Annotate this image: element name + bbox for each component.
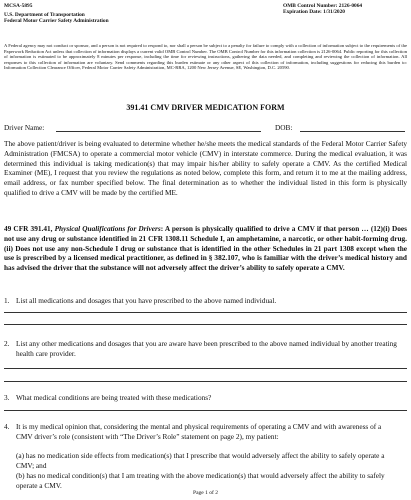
dob-field[interactable] (300, 131, 405, 132)
question-4-number: 4. (4, 422, 10, 431)
question-1-answer-line-2[interactable] (4, 324, 407, 325)
regulation-text: : A person is physically qualified to drive a CMV if that person … (12)(i) Does not use any drug or substance identified in 21 CFR 1308.11 Schedule I, an amphetamine, a narcotic, or other habit-forming drug. (ii) Does not use any non-Schedule I drug or substance that is identified in the other Schedules in 21 part 1308 except when the use is prescribed by a licensed medical practitioner, as defined in § 382.107, who is familiar with the driver’s medical history and has advised the driver that the substance will not adversely affect the driver’s ability to safely operate a CMV. (4, 224, 407, 273)
omb-control-number: OMB Control Number: 2126-0064 (283, 3, 363, 9)
expiration-date: Expiration Date: 1/31/2020 (283, 9, 345, 15)
dob-label: DOB: (275, 123, 293, 132)
driver-name-field[interactable] (56, 131, 261, 132)
question-1-number: 1. (4, 296, 10, 305)
question-2-text: List any other medications and dosages that you are aware have been prescribed to the above named individual by another treating health care provider. (16, 339, 397, 358)
regulation-cite: 49 CFR 391.41, (4, 224, 53, 233)
question-3-answer-line-1[interactable] (4, 410, 407, 411)
question-4-option-b[interactable]: (b) has no medical condition(s) that I am treating with the above medication(s) that would adversely affect the ability to safely operate a CMV. (16, 471, 385, 490)
question-2-answer-line-2[interactable] (4, 381, 407, 382)
question-4-option-a[interactable]: (a) has no medication side effects from medication(s) that I prescribe that would adversely affect the ability to safely operate a CMV; and (16, 451, 385, 470)
question-1-answer-line-1[interactable] (4, 312, 407, 313)
burden-statement: A Federal agency may not conduct or sponsor, and a person is not required to respond to, nor shall a person be subject to a penalty for failure to comply with a collection of information subject to the requirements of the Paperwork Reduction Act unless that collection of information displays a current valid OMB Control Number. The OMB Control Number for this information collection is 2126-0064. Public reporting for this collection of information is estimated to be approximately 8 minutes per response, including the time for reviewing instructions, gathering the data needed, and completing and reviewing the collection of information. All responses to this collection of information are voluntary. Send comments regarding this burden estimate or any other aspect of this collection of information, including suggestions for reducing this burden to: Information Collection Clearance Officer, Federal Motor Carrier Safety Administration, MC-RRA, 1200 New Jersey Avenue, SE, Washington, D.C. 20590. (4, 43, 407, 71)
question-3-text: What medical conditions are being treated with these medications? (16, 393, 212, 402)
question-2-answer-line-1[interactable] (4, 368, 407, 369)
question-4-text: It is my medical opinion that, considering the mental and physical requirements of operating a CMV and with awareness of a CMV driver’s role (consistent with “The Driver’s Role” statement on page 2), my patient: (16, 422, 382, 441)
agency-name: U.S. Department of Transportation (4, 12, 85, 18)
driver-name-label: Driver Name: (4, 123, 45, 132)
question-2-number: 2. (4, 339, 10, 348)
regulation-cite-title: Physical Qualifications for Drivers (54, 224, 161, 233)
form-number: MCSA-5895 (4, 3, 33, 9)
question-3-number: 3. (4, 393, 10, 402)
regulation-block (4, 224, 407, 273)
form-title: 391.41 CMV DRIVER MEDICATION FORM (126, 103, 285, 112)
intro-paragraph: The above patient/driver is being evaluated to determine whether he/she meets the medical standards of the Federal Motor Carrier Safety Administration (FMCSA) to operate a commercial motor vehicle (CMV) in interstate commerce. During the medical evaluation, it was determined this individual is taking medication(s) that may impair his/her ability to safely operate a CMV. As the certified Medical Examiner (ME), I request that you review the regulations as noted below, complete this form, and return it to me at the mailing address, email address, or fax number specified below. The final determination as to whether the individual listed in this form is physically qualified to drive a CMV will be made by the certified ME. (4, 139, 407, 197)
agency-subname: Federal Motor Carrier Safety Administration (4, 18, 109, 24)
page-number: Page 1 of 2 (193, 490, 218, 496)
question-1-text: List all medications and dosages that you have prescribed to the above named individual. (16, 296, 277, 305)
